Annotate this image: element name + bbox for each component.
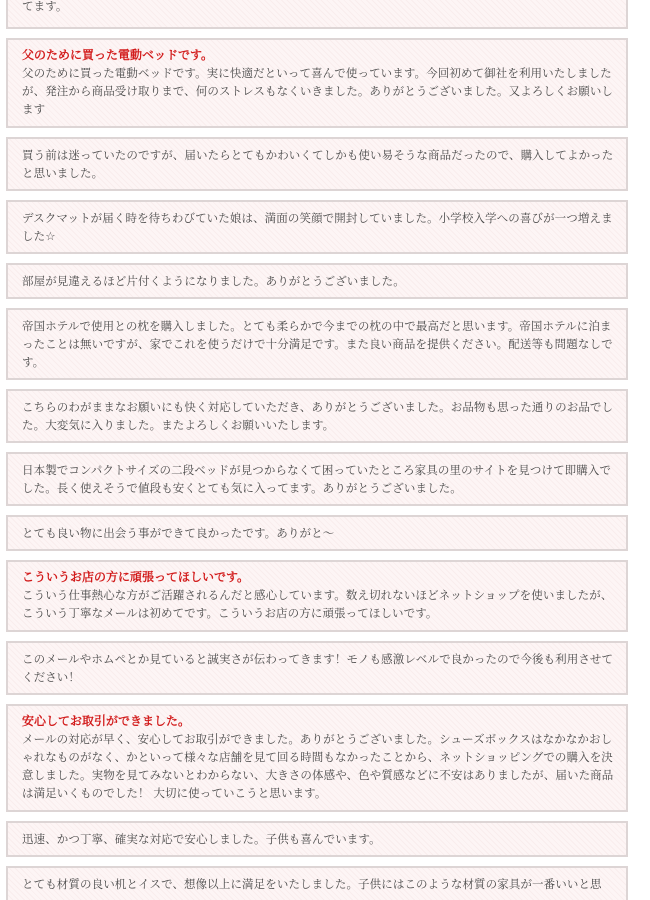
review-item bbox=[6, 200, 628, 254]
review-item bbox=[6, 866, 628, 900]
review-text: とても材質の良い机とイスで、想像以上に満足をいたしました。子供にはこのような材質の家具が一番いいと思 bbox=[22, 877, 602, 891]
review-item bbox=[6, 704, 628, 812]
review-text: とても良い物に出会う事ができて良かったです。ありがと〜 bbox=[22, 526, 335, 540]
review-item bbox=[6, 0, 628, 29]
review-text: 帝国ホテルで使用との枕を購入しました。とても柔らかで今までの枕の中で最高だと思います。帝国ホテルに泊まったことは無いですが、家でこれを使うだけで十分満足です。また良い商品を提供ください。配送等も問題なしです。 bbox=[22, 319, 613, 369]
review-text: 買う前は迷っていたのですが、届いたらとてもかわいくてしかも使い易そうな商品だったので、購入してよかったと思いました。 bbox=[22, 148, 614, 180]
review-text: メールの対応が早く、安心してお取引ができました。ありがとうございました。シューズボックスはなかなかおしゃれなものがなく、かといって様々な店舗を見て回る時間もなかったことから、ネットショッピングでの購入を決意しました。実物を見てみないとわからない、大きさの体感や、色や質感などに不安はありましたが、届いた商品は満足いくものでした！ 大切に使っていこうと思います。 bbox=[22, 732, 614, 800]
review-title: こういうお店の方に頑張ってほしいです。 bbox=[22, 570, 250, 584]
review-item bbox=[6, 560, 628, 632]
review-text: デスクマットが届く時を待ちわびていた娘は、満面の笑顔で開封していました。小学校入学への喜びが一つ増えました☆ bbox=[22, 211, 613, 243]
review-item bbox=[6, 137, 628, 191]
review-item bbox=[6, 452, 628, 506]
review-title: 父のために買った電動ベッドです。 bbox=[22, 48, 214, 62]
review-text: こちらのわがままなお願いにも快く対応していただき、ありがとうございました。お品物も思った通りのお品でした。大変気に入りました。またよろしくお願いいたします。 bbox=[22, 400, 614, 432]
review-item bbox=[6, 515, 628, 551]
review-item bbox=[6, 641, 628, 695]
review-text: 父のために買った電動ベッドです。実に快適だといって喜んで使っています。今回初めて御社を利用いたしましたが、発注から商品受け取りまで、何のストレスもなくいきました。ありがとうございました。又よろしくお願いします bbox=[22, 66, 614, 116]
review-item bbox=[6, 263, 628, 299]
review-item bbox=[6, 821, 628, 857]
review-text: 日本製でコンパクトサイズの二段ベッドが見つからなくて困っていたところ家具の里のサイトを見つけて即購入でした。長く使えそうで値段も安くとても気に入ってます。ありがとうございました。 bbox=[22, 463, 612, 495]
review-item bbox=[6, 38, 628, 128]
review-text: 部屋が見違えるほど片付くようになりました。ありがとうございました。 bbox=[22, 274, 405, 288]
review-item bbox=[6, 308, 628, 380]
review-text: こういう仕事熱心な方がご活躍されるんだと感心しています。数え切れないほどネットショップを使いましたが、こういう丁寧なメールは初めてです。こういうお店の方に頑張ってほしいです。 bbox=[22, 588, 613, 620]
review-title: 安心してお取引ができました。 bbox=[22, 714, 191, 728]
review-text: 迅速、かつ丁寧、確実な対応で安心しました。子供も喜んでいます。 bbox=[22, 832, 381, 846]
review-text: てます。 bbox=[22, 0, 68, 13]
review-item bbox=[6, 389, 628, 443]
review-text: このメールやホムペとか見ていると誠実さが伝わってきます！モノも感激レベルで良かったので今後も利用させてください！ bbox=[22, 652, 614, 684]
